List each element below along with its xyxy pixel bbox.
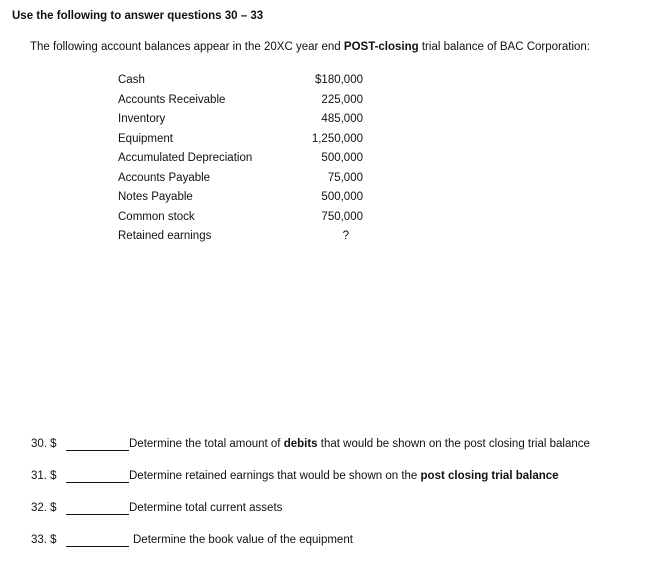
question-text-bold: debits bbox=[283, 438, 318, 450]
question-text-part: Determine total current assets bbox=[129, 502, 283, 514]
account-amount: 485,000 bbox=[321, 113, 363, 125]
account-amount: 500,000 bbox=[321, 191, 363, 203]
account-name: Inventory bbox=[118, 113, 166, 125]
intro-bold: POST-closing bbox=[343, 41, 419, 53]
question-item bbox=[31, 470, 661, 502]
account-amount: 225,000 bbox=[321, 93, 363, 106]
question-number: 33. $ bbox=[31, 534, 57, 546]
answer-blank[interactable] bbox=[66, 514, 129, 515]
account-name: Retained earnings bbox=[118, 230, 212, 242]
question-text-part: that would be shown on the post closing trial balance bbox=[317, 438, 590, 450]
question-item bbox=[31, 502, 661, 534]
intro-after: trial balance of BAC Corporation: bbox=[418, 41, 590, 53]
section-heading: Use the following to answer questions 30 – 33 bbox=[12, 10, 264, 22]
question-text bbox=[129, 502, 282, 514]
account-name: Cash bbox=[118, 74, 145, 86]
account-name: Common stock bbox=[118, 210, 195, 223]
account-balances-table bbox=[118, 74, 363, 250]
question-text-part: Determine retained earnings that would be shown on the bbox=[129, 470, 421, 482]
account-name: Equipment bbox=[118, 132, 173, 145]
account-amount: 1,250,000 bbox=[311, 132, 363, 145]
question-text bbox=[133, 534, 353, 546]
account-amount: 500,000 bbox=[321, 152, 363, 164]
account-amount: 750,000 bbox=[321, 210, 363, 223]
question-text-bold: post closing trial balance bbox=[420, 470, 559, 482]
account-row bbox=[118, 133, 363, 153]
question-item bbox=[31, 534, 661, 566]
answer-blank[interactable] bbox=[66, 546, 129, 547]
intro-before: The following account balances appear in the 20XC year end bbox=[30, 41, 344, 53]
account-row bbox=[118, 94, 363, 114]
account-amount: ? bbox=[342, 230, 349, 242]
question-text bbox=[129, 438, 590, 450]
question-text-part: Determine the total amount of bbox=[129, 438, 284, 450]
account-name: Accounts Receivable bbox=[118, 93, 226, 106]
questions-list bbox=[31, 438, 661, 566]
account-row bbox=[118, 172, 363, 192]
question-item bbox=[31, 438, 661, 470]
account-row bbox=[118, 152, 363, 172]
account-row bbox=[118, 230, 363, 250]
question-number: 32. $ bbox=[31, 502, 57, 514]
account-amount: 75,000 bbox=[327, 171, 363, 184]
account-name: Notes Payable bbox=[118, 191, 193, 203]
intro-text bbox=[30, 41, 590, 53]
account-row bbox=[118, 113, 363, 133]
account-amount: $180,000 bbox=[315, 74, 363, 86]
question-text bbox=[129, 470, 559, 482]
question-number: 30. $ bbox=[31, 438, 57, 450]
account-row bbox=[118, 74, 363, 94]
question-text-part: Determine the book value of the equipment bbox=[133, 534, 353, 546]
account-row bbox=[118, 211, 363, 231]
question-number: 31. $ bbox=[31, 470, 57, 482]
answer-blank[interactable] bbox=[66, 450, 129, 451]
answer-blank[interactable] bbox=[66, 482, 129, 483]
account-name: Accumulated Depreciation bbox=[118, 152, 253, 164]
account-row bbox=[118, 191, 363, 211]
account-name: Accounts Payable bbox=[118, 171, 211, 184]
